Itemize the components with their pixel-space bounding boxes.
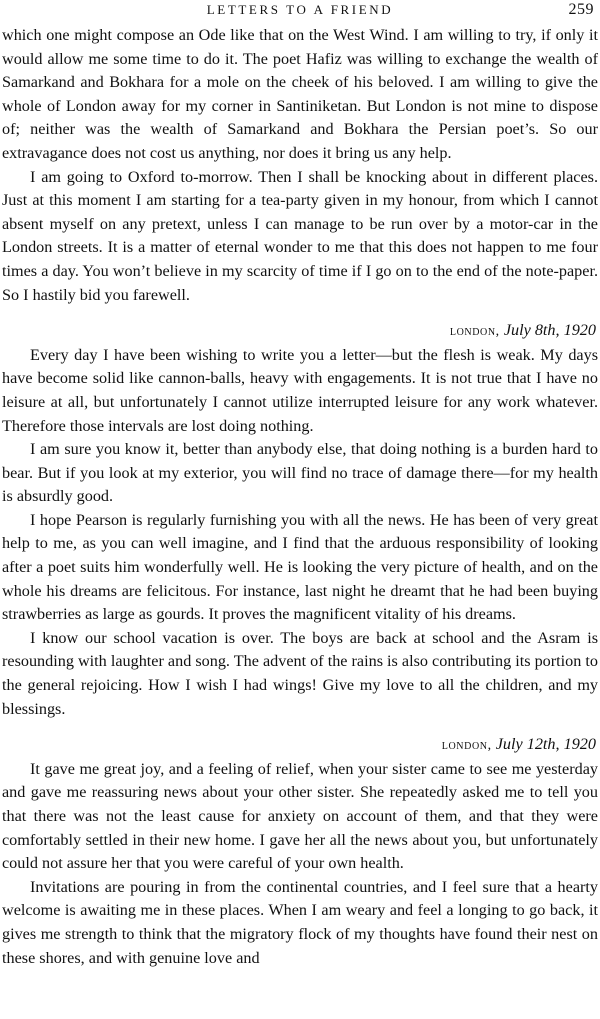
dateline-date: July 12th, 1920 — [495, 735, 596, 754]
paragraph: I hope Pearson is regularly furnishing you with all the news. He has been of very great help to me, as you can well imagine, and I find that the arduous responsibility of looking after a poet suits him wonderfully well. He is looking the very picture of health, and on the whole his dreams are felicitous. For instance, last night he dreamt that he had been buying strawberries as large as gourds. It proves the magnificent vitality of his dreams. — [2, 510, 598, 624]
paragraph: Invitations are pouring in from the continental countries, and I feel sure that a hearty welcome is awaiting me in these places. When I am weary and feel a longing to go back, it gives me strength to think that the migratory flock of my thoughts have found their nest on these shores, and with genuine love and — [2, 877, 598, 967]
running-header — [2, 0, 598, 24]
dateline — [2, 319, 598, 344]
dateline — [2, 733, 598, 758]
dateline-place: london, — [441, 738, 492, 754]
letter-july-12 — [2, 733, 598, 970]
paragraph: I am sure you know it, better than anybody else, that doing nothing is a burden hard to bear. But if you look at my exterior, you will find no trace of damage there—for my health is absurdly good. — [2, 440, 598, 506]
dateline-date: July 8th, 1920 — [503, 321, 596, 340]
dateline-place: london, — [449, 324, 500, 340]
paragraph: I know our school vacation is over. The boys are back at school and the Asram is resounding with laughter and song. The advent of the rains is also contributing its portion to the general rejoicing. How I wish I had wings! Give my love to all the children, and my blessings. — [2, 628, 598, 718]
paragraph: It gave me great joy, and a feeling of relief, when your sister came to see me yesterday and gave me reassuring news about your other sister. She repeatedly asked me to tell you that there was not the least cause for anxiety on account of them, and that they were comfortably settled in their new home. I gave her all the news about you, but unfortunately could not assure her that you were careful of your own health. — [2, 759, 598, 873]
page-number: 259 — [568, 1, 594, 18]
paragraph: I am going to Oxford to-morrow. Then I shall be knocking about in different places. Just at this moment I am starting for a tea-party given in my honour, from which I cannot absent myself on any pretext, unless I can manage to be run over by a motor-car in the London streets. It is a matter of eternal wonder to me that this does not happen to me four times a day. You won’t believe in my scarcity of time if I go on to the end of the note-paper. So I hastily bid you farewell. — [2, 167, 598, 304]
paragraph: Every day I have been wishing to write you a letter—but the flesh is weak. My days have become solid like cannon-balls, heavy with engagements. It is not true that I have no leisure at all, but unfortunately I cannot utilize interrupted leisure for any work whatever. Therefore those intervals are lost doing nothing. — [2, 345, 598, 435]
letter-july-8 — [2, 319, 598, 721]
running-title: LETTERS TO A FRIEND — [206, 2, 394, 17]
paragraph: which one might compose an Ode like that on the West Wind. I am willing to try, if only it would allow me some time to do it. The poet Hafiz was willing to exchange the wealth of Samarkand and Bokhara for a mole on the cheek of his beloved. I am willing to give the whole of London away for my corner in Santiniketan. But London is not mine to dispose of; neither was the wealth of Samarkand and Bokhara the Persian poet’s. So our extravagance does not cost us anything, nor does it bring us any help. — [2, 26, 598, 162]
letter-continued — [2, 24, 598, 307]
